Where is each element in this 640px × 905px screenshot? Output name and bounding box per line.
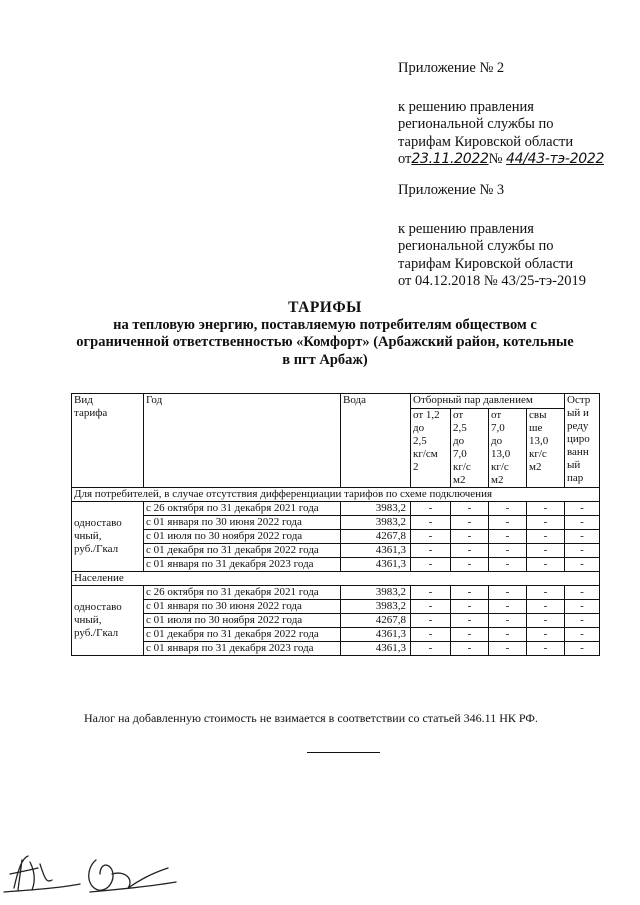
period-cell: с 01 декабря по 31 декабря 2022 года — [144, 628, 341, 642]
appendix-2-line: региональной службы по — [398, 116, 554, 132]
empty-value-cell: - — [489, 544, 527, 558]
water-value-cell: 4361,3 — [341, 642, 411, 656]
empty-value-cell: - — [489, 628, 527, 642]
empty-value-cell: - — [489, 516, 527, 530]
table-row — [72, 586, 600, 600]
title-main: ТАРИФЫ — [288, 299, 362, 316]
header-sharp-steam: Остр ый и реду циро ванн ый пар — [565, 394, 600, 488]
empty-value-cell: - — [411, 600, 451, 614]
empty-value-cell: - — [411, 558, 451, 572]
title-line: в пгт Арбаж) — [282, 351, 368, 368]
vat-note: Налог на добавленную стоимость не взимается в соответствии со статьей 346.11 НК РФ. — [84, 711, 538, 725]
table-row — [72, 614, 600, 628]
table-row — [72, 558, 600, 572]
table-row — [72, 516, 600, 530]
title-line: ограниченной ответственностью «Комфорт» (Арбажский район, котельные — [76, 334, 574, 350]
empty-value-cell: - — [527, 516, 565, 530]
empty-value-cell: - — [489, 600, 527, 614]
appendix-2-line: тарифам Кировской области — [398, 133, 574, 150]
empty-value-cell: - — [411, 586, 451, 600]
header-steam-group: Отборный пар давлением — [411, 394, 565, 409]
section-title: Население — [72, 572, 600, 586]
title-line: на тепловую энергию, поставляемую потребителям обществом с — [113, 316, 537, 333]
handwritten-date: 23.11.2022 — [411, 151, 489, 167]
header-steam-1: от 1,2 до 2,5 кг/см 2 — [411, 409, 451, 488]
empty-value-cell: - — [451, 544, 489, 558]
table-row — [72, 544, 600, 558]
empty-value-cell: - — [565, 530, 600, 544]
appendix-3-line: тарифам Кировской области — [398, 255, 574, 272]
water-value-cell: 3983,2 — [341, 502, 411, 516]
water-value-cell: 4361,3 — [341, 544, 411, 558]
period-cell: с 26 октября по 31 декабря 2021 года — [144, 502, 341, 516]
period-cell: с 01 июля по 30 ноября 2022 года — [144, 614, 341, 628]
water-value-cell: 3983,2 — [341, 516, 411, 530]
empty-value-cell: - — [489, 586, 527, 600]
appendix-3-heading: Приложение № 3 — [398, 182, 505, 198]
empty-value-cell: - — [451, 628, 489, 642]
empty-value-cell: - — [527, 558, 565, 572]
table-row — [72, 502, 600, 516]
empty-value-cell: - — [527, 600, 565, 614]
number-sign: № — [488, 151, 503, 167]
period-cell: с 01 января по 31 декабря 2023 года — [144, 558, 341, 572]
empty-value-cell: - — [451, 642, 489, 656]
header-tariff-type: Вид тарифа — [72, 394, 144, 488]
empty-value-cell: - — [411, 642, 451, 656]
empty-value-cell: - — [411, 544, 451, 558]
empty-value-cell: - — [565, 558, 600, 572]
appendix-3-line: от 04.12.2018 № 43/25-тэ-2019 — [398, 273, 586, 289]
empty-value-cell: - — [565, 642, 600, 656]
empty-value-cell: - — [565, 600, 600, 614]
period-cell: с 01 июля по 30 ноября 2022 года — [144, 530, 341, 544]
empty-value-cell: - — [527, 544, 565, 558]
empty-value-cell: - — [411, 628, 451, 642]
table-row — [72, 600, 600, 614]
water-value-cell: 4361,3 — [341, 558, 411, 572]
period-cell: с 01 января по 30 июня 2022 года — [144, 516, 341, 530]
tariff-table — [71, 393, 600, 656]
header-steam-2: от 2,5 до 7,0 кг/с м2 — [451, 409, 489, 488]
appendix-3-line: региональной службы по — [398, 238, 554, 254]
water-value-cell: 3983,2 — [341, 600, 411, 614]
empty-value-cell: - — [451, 502, 489, 516]
empty-value-cell: - — [527, 614, 565, 628]
empty-value-cell: - — [451, 516, 489, 530]
empty-value-cell: - — [565, 502, 600, 516]
empty-value-cell: - — [451, 586, 489, 600]
empty-value-cell: - — [527, 628, 565, 642]
header-year: Год — [144, 394, 341, 488]
empty-value-cell: - — [411, 614, 451, 628]
empty-value-cell: - — [489, 502, 527, 516]
appendix-2-block — [398, 60, 604, 169]
appendix-2-heading: Приложение № 2 — [398, 60, 505, 76]
handwritten-number: 44/43-тэ-2022 — [506, 151, 605, 167]
empty-value-cell: - — [527, 502, 565, 516]
header-steam-4: свы ше 13,0 кг/с м2 — [527, 409, 565, 488]
empty-value-cell: - — [565, 516, 600, 530]
header-water: Вода — [341, 394, 411, 488]
empty-value-cell: - — [527, 586, 565, 600]
empty-value-cell: - — [451, 600, 489, 614]
empty-value-cell: - — [489, 614, 527, 628]
appendix-2-line: к решению правления — [398, 98, 534, 115]
empty-value-cell: - — [565, 586, 600, 600]
tariff-type-cell: одноставо чный, руб./Гкал — [72, 586, 144, 656]
table-row — [72, 642, 600, 656]
ot-label: от — [398, 151, 412, 167]
empty-value-cell: - — [565, 544, 600, 558]
appendix-3-line: к решению правления — [398, 220, 534, 237]
empty-value-cell: - — [565, 628, 600, 642]
appendix-2-date-line — [398, 151, 604, 169]
water-value-cell: 3983,2 — [341, 586, 411, 600]
empty-value-cell: - — [489, 530, 527, 544]
appendix-3-block — [398, 182, 586, 291]
empty-value-cell: - — [451, 530, 489, 544]
empty-value-cell: - — [527, 642, 565, 656]
separator-rule — [307, 752, 380, 753]
section-title: Для потребителей, в случае отсутствия дифференциации тарифов по схеме подключения — [72, 488, 600, 502]
document-title — [60, 299, 590, 369]
empty-value-cell: - — [411, 502, 451, 516]
empty-value-cell: - — [527, 530, 565, 544]
table-row — [72, 628, 600, 642]
period-cell: с 01 января по 31 декабря 2023 года — [144, 642, 341, 656]
empty-value-cell: - — [411, 516, 451, 530]
water-value-cell: 4267,8 — [341, 530, 411, 544]
handwritten-signatures — [0, 830, 200, 900]
empty-value-cell: - — [489, 642, 527, 656]
empty-value-cell: - — [411, 530, 451, 544]
water-value-cell: 4267,8 — [341, 614, 411, 628]
water-value-cell: 4361,3 — [341, 628, 411, 642]
period-cell: с 01 декабря по 31 декабря 2022 года — [144, 544, 341, 558]
period-cell: с 01 января по 30 июня 2022 года — [144, 600, 341, 614]
header-steam-3: от 7,0 до 13,0 кг/с м2 — [489, 409, 527, 488]
empty-value-cell: - — [451, 558, 489, 572]
empty-value-cell: - — [489, 558, 527, 572]
period-cell: с 26 октября по 31 декабря 2021 года — [144, 586, 341, 600]
tariff-type-cell: одноставо чный, руб./Гкал — [72, 502, 144, 572]
empty-value-cell: - — [565, 614, 600, 628]
empty-value-cell: - — [451, 614, 489, 628]
table-row — [72, 530, 600, 544]
